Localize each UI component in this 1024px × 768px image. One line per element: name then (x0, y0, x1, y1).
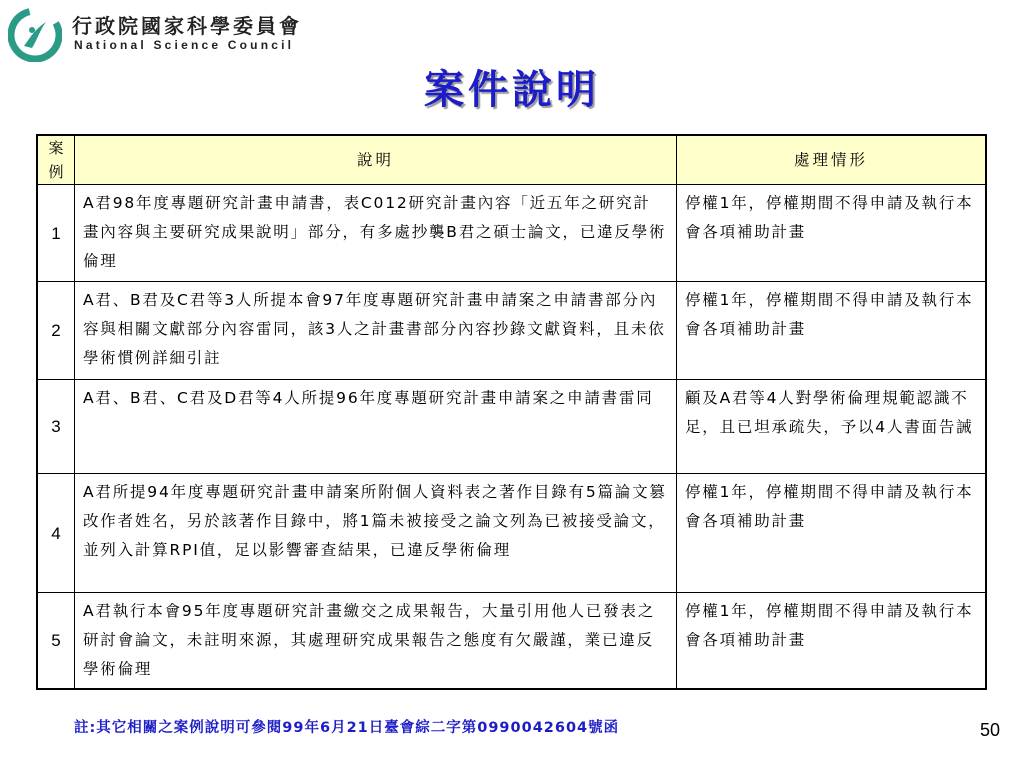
header-description: 說明 (75, 135, 677, 185)
case-handling: 停權1年，停權期間不得申請及執行本會各項補助計畫 (677, 282, 987, 380)
nsc-logo-icon (8, 8, 62, 62)
case-handling: 停權1年，停權期間不得申請及執行本會各項補助計畫 (677, 474, 987, 593)
case-handling: 顧及A君等4人對學術倫理規範認識不足，且已坦承疏失，予以4人書面告誡 (677, 380, 987, 474)
case-description: A君所提94年度專題研究計畫申請案所附個人資料表之著作目錄有5篇論文篡改作者姓名，另於該著作目錄中，將1篇未被接受之論文列為已被接受論文，並列入計算RPI值，足以影響審查結果，已違反學術倫理 (75, 474, 677, 593)
case-number: 5 (37, 593, 75, 690)
header-case-no: 案例 (37, 135, 75, 185)
case-number: 3 (37, 380, 75, 474)
table-row (37, 380, 986, 474)
case-description: A君、B君及C君等3人所提本會97年度專題研究計畫申請案之申請書部分內容與相關文獻部分內容雷同，該3人之計畫書部分內容抄錄文獻資料，且未依學術慣例詳細引註 (75, 282, 677, 380)
header-handling: 處理情形 (677, 135, 987, 185)
case-number: 4 (37, 474, 75, 593)
page-title: 案件說明 (424, 67, 600, 113)
case-table (36, 134, 987, 690)
org-name-zh: 行政院國家科學委員會 (72, 14, 302, 38)
case-description: A君98年度專題研究計畫申請書，表C012研究計畫內容「近五年之研究計畫內容與主要研究成果說明」部分，有多處抄襲B君之碩士論文，已違反學術倫理 (75, 185, 677, 282)
case-number: 1 (37, 185, 75, 282)
org-name-en: National Science Council (74, 38, 295, 52)
case-number: 2 (37, 282, 75, 380)
table-row (37, 282, 986, 380)
case-handling: 停權1年，停權期間不得申請及執行本會各項補助計畫 (677, 185, 987, 282)
page-number: 50 (979, 720, 1000, 740)
table-header-row (37, 135, 986, 185)
table-row (37, 185, 986, 282)
case-description: A君、B君、C君及D君等4人所提96年度專題研究計畫申請案之申請書雷同 (75, 380, 677, 474)
table-row (37, 593, 986, 690)
footnote: 註:其它相關之案例說明可參閱99年6月21日臺會綜二字第0990042604號函 (74, 720, 620, 736)
table-row (37, 474, 986, 593)
case-handling: 停權1年，停權期間不得申請及執行本會各項補助計畫 (677, 593, 987, 690)
case-description: A君執行本會95年度專題研究計畫繳交之成果報告，大量引用他人已發表之研討會論文，未註明來源，其處理研究成果報告之態度有欠嚴謹，業已違反學術倫理 (75, 593, 677, 690)
